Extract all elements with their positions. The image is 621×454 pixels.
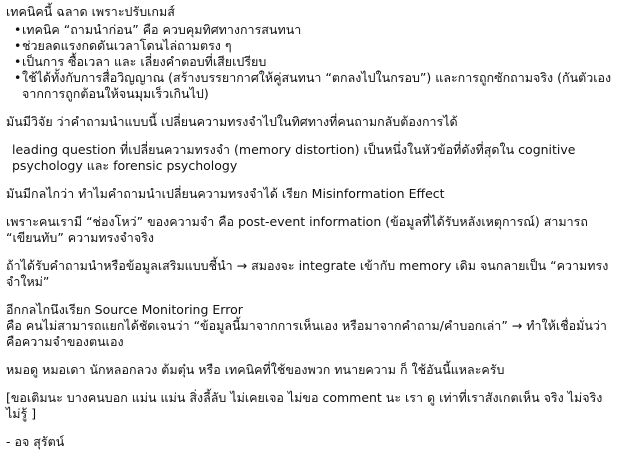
source-monitoring-body: คือ คนไม่สามารถแยกได้ชัดเจนว่า “ข้อมูลนี้มาจากการเห็นเอง หรือมาจากคำถาม/คำบอกเล่า” → ทำให้เชื่อมั่นว่าคือความจำของตนเอง — [6, 318, 607, 349]
closing-paragraph: หมอดู หมอเดา นักหลอกลวง ต้มตุ๋น หรือ เทคนิคที่ใช้ของพวก ทนายความ ก็ ใช้อันนี้แหละครับ — [6, 362, 505, 377]
leading-question-paragraph: leading question ที่เปลี่ยนความทรงจำ (memory distortion) เป็นหนึ่งในหัวข้อที่ดังที่สุดใน cognitive psychology และ forensic psychology — [12, 142, 576, 173]
integrate-paragraph: ถ้าได้รับคำถามนำหรือข้อมูลเสริมแบบชี้นำ → สมองจะ integrate เข้ากับ memory เดิม จนกลายเป็น “ความทรงจำใหม่” — [6, 258, 609, 289]
intro-bullet-list — [6, 22, 615, 102]
list-item: • เป็นการ ซื้อเวลา และ เลี่ยงคำตอบที่เสียเปรียบ — [14, 54, 615, 70]
list-item: • เทคนิค “ถามนำก่อน” คือ ควบคุมทิศทางการสนทนา — [14, 22, 615, 38]
post-event-paragraph: เพราะคนเรามี “ช่องโหว่” ของความจำ คือ post-event information (ข้อมูลที่ได้รับหลังเหตุการณ์) สามารถ “เขียนทับ” ความทรงจำจริง — [6, 214, 588, 245]
misinformation-paragraph: มันมีกลไกว่า ทำไมคำถามนำเปลี่ยนความทรงจำได้ เรียก Misinformation Effect — [6, 186, 445, 201]
intro-heading: เทคนิคนี้ ฉลาด เพราะปรับเกมส์ — [6, 4, 175, 19]
list-item: • ใช้ได้ทั้งกับการสื่อวิญญาณ (สร้างบรรยากาศให้คู่สนทนา “ตกลงไปในกรอบ”) และการถูกซักถามจริง (กันตัวเองจากการถูกต้อนให้จนมุมเร็วเกินไป) — [14, 70, 615, 102]
author-signature: - อจ สุรัตน์ — [6, 434, 65, 449]
list-item: • ช่วยลดแรงกดดันเวลาโดนไล่ถามตรง ๆ — [14, 38, 615, 54]
research-paragraph: มันมีวิจัย ว่าคำถามนำแบบนี้ เปลี่ยนความทรงจำไปในทิศทางที่คนถามกลับต้องการได้ — [6, 114, 458, 129]
source-monitoring-paragraph — [6, 302, 615, 350]
note-paragraph: [ขอเติมนะ บางคนบอก แม่น แม่น สิ่งลี้ลับ ไม่เคยเจอ ไม่ขอ comment นะ เรา ดู เท่าที่เราสังเกตเห็น จริง ไม่จริง ไม่รู้ ] — [6, 390, 603, 421]
source-monitoring-title: อีกกลไกนึงเรียก Source Monitoring Error — [6, 302, 243, 317]
